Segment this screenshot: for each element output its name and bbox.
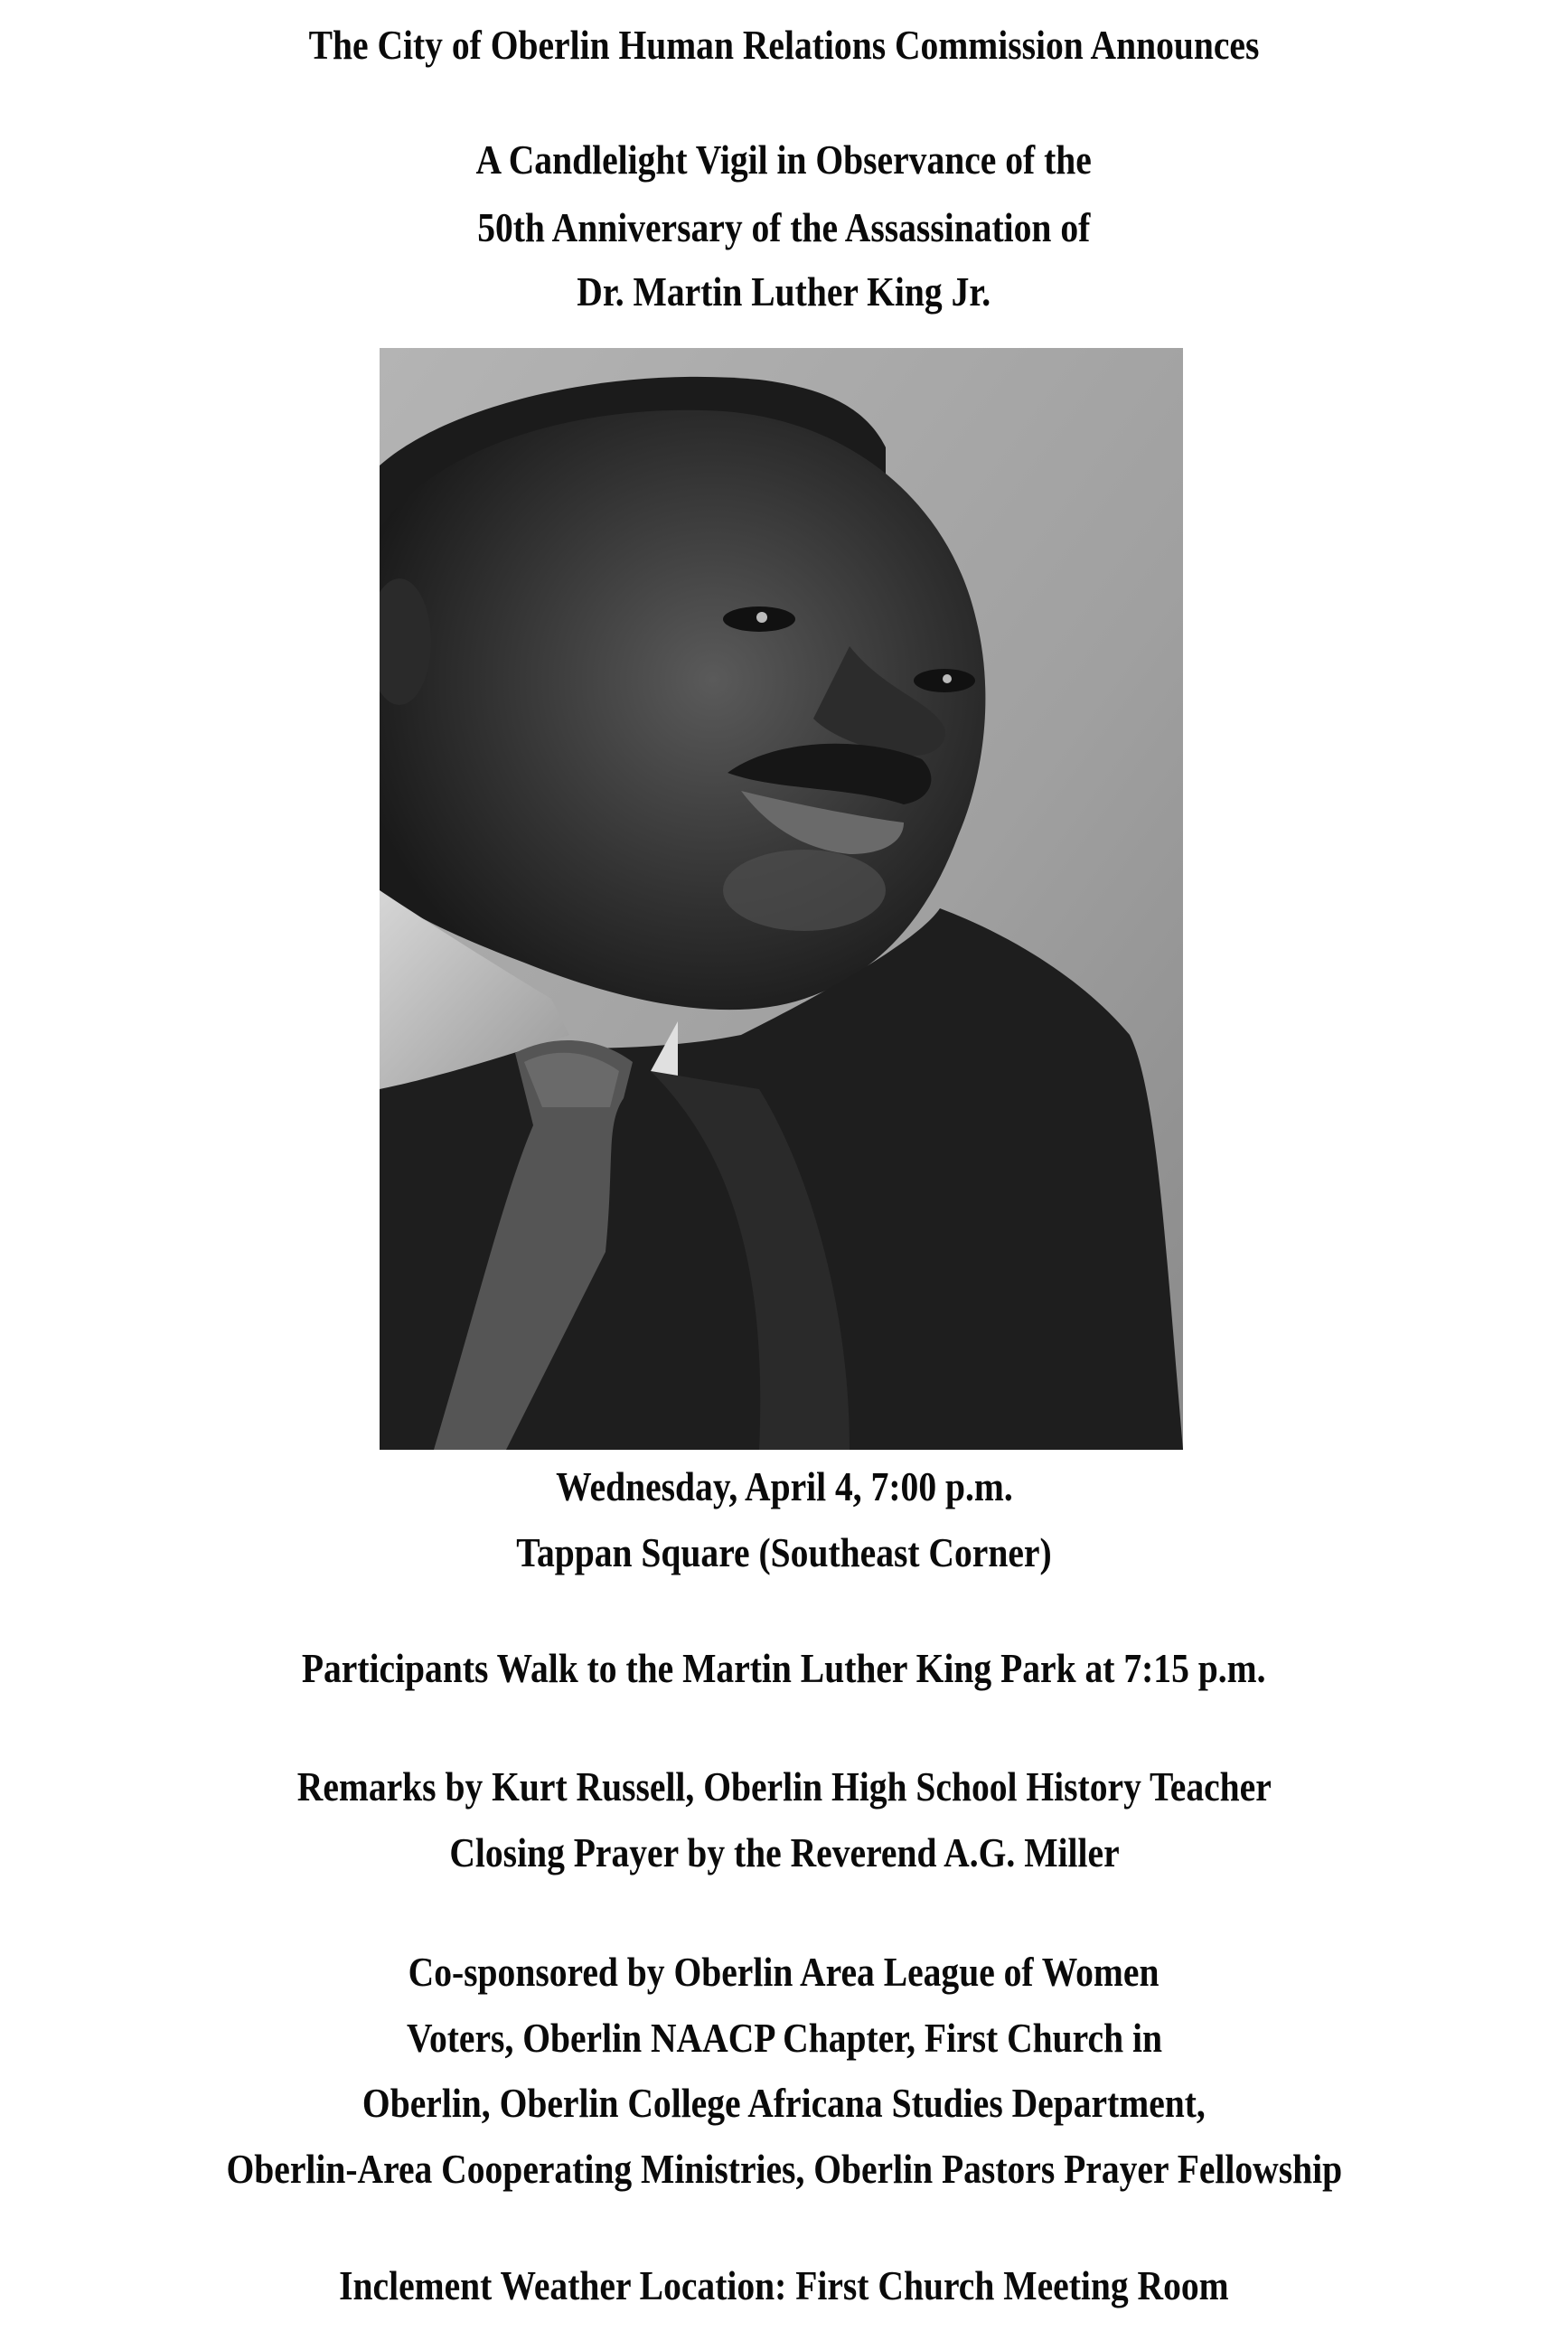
sponsors-text: Oberlin-Area Cooperating Ministries, Oberlin Pastors Prayer Fellowship — [226, 2146, 1342, 2192]
title-line-3 — [0, 268, 1568, 315]
inclement-weather-info — [0, 2262, 1568, 2308]
sponsors-line-4 — [0, 2148, 1568, 2190]
announcer-heading — [0, 24, 1568, 66]
title-line-1 — [0, 136, 1568, 183]
sponsors-text: Co-sponsored by Oberlin Area League of Women — [408, 1949, 1160, 1995]
datetime-text: Wednesday, April 4, 7:00 p.m. — [555, 1463, 1013, 1509]
announcer-text: The City of Oberlin Human Relations Commission Announces — [308, 22, 1260, 68]
sponsors-text: Voters, Oberlin NAACP Chapter, First Church in — [406, 2015, 1162, 2061]
prayer-info — [0, 1829, 1568, 1875]
title-text: A Candlelight Vigil in Observance of the — [475, 136, 1093, 183]
portrait-photo — [380, 348, 1183, 1450]
prayer-text: Closing Prayer by the Reverend A.G. Miller — [448, 1829, 1120, 1875]
title-line-2 — [0, 204, 1568, 250]
sponsors-line-1 — [0, 1951, 1568, 1993]
sponsors-line-3 — [0, 2082, 1568, 2124]
event-location — [0, 1529, 1568, 1575]
inclement-text: Inclement Weather Location: First Church Meeting Room — [339, 2262, 1229, 2308]
portrait-image — [380, 348, 1183, 1450]
sponsors-line-2 — [0, 2017, 1568, 2059]
title-text: Dr. Martin Luther King Jr. — [577, 268, 991, 315]
title-text: 50th Anniversary of the Assassination of — [477, 204, 1091, 250]
location-text: Tappan Square (Southeast Corner) — [516, 1529, 1052, 1575]
event-datetime — [0, 1463, 1568, 1509]
remarks-info — [0, 1763, 1568, 1810]
walk-text: Participants Walk to the Martin Luther King Park at 7:15 p.m. — [302, 1645, 1266, 1691]
walk-info — [0, 1645, 1568, 1691]
sponsors-text: Oberlin, Oberlin College Africana Studies Department, — [362, 2080, 1206, 2126]
remarks-text: Remarks by Kurt Russell, Oberlin High School History Teacher — [296, 1763, 1272, 1810]
